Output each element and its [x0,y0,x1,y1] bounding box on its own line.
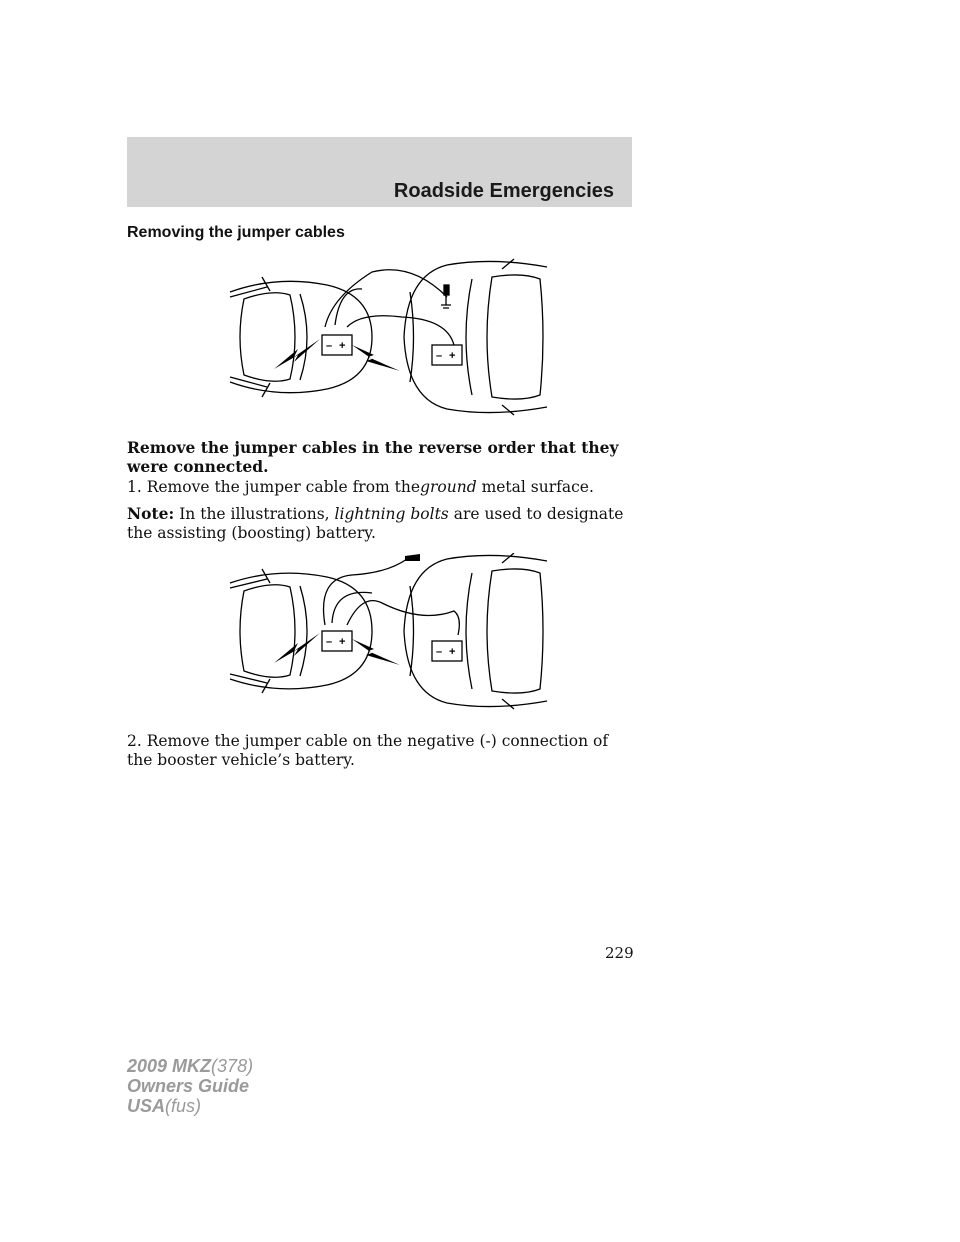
header-band [127,137,632,207]
note-label: Note: [127,504,175,523]
lightning-bolt-icon [352,345,400,371]
footer-model: 2009 MKZ [127,1056,212,1076]
battery-negative-label: – [326,636,333,648]
note-text-after: are used to designate the assisting (boosting) battery. [127,505,624,542]
disabled-car-outline [404,261,547,412]
battery-positive-label: + [449,646,456,658]
section-title: Roadside Emergencies [393,180,614,202]
footer-market: USA [127,1096,166,1116]
ground-clamp-icon [405,554,420,561]
step-1 [127,478,637,497]
battery-positive-label: + [339,340,346,352]
battery-positive-label: + [449,350,456,362]
step-1-text: 1. Remove the jumper cable from the [127,478,421,496]
footer-market-code: (fus) [165,1096,202,1116]
jumper-cable-illustration-1 [222,257,552,417]
lightning-bolt-icon [274,633,320,663]
footer-guide: Owners Guide [127,1076,250,1096]
lightning-bolt-icon [352,639,400,665]
note-emphasis: lightning bolts [334,505,449,523]
step-1-suffix: metal surface. [481,478,594,496]
step-1-emphasis: ground [420,478,477,496]
disabled-car-outline [404,555,547,706]
note-text-before: In the illustrations, [179,505,330,523]
battery-negative-label: – [326,340,333,352]
subheading: Removing the jumper cables [127,224,345,241]
step-2: 2. Remove the jumper cable on the negative (-) connection of the booster vehicle’s battery. [127,732,609,769]
battery-negative-label: – [436,646,443,658]
lightning-bolt-icon [274,339,320,369]
footer [127,1056,253,1116]
ground-clamp-icon [441,285,451,308]
battery-positive-label: + [339,636,346,648]
instruction-text: Remove the jumper cables in the reverse order that they were connected. [127,438,619,476]
jumper-cable-illustration-2 [222,553,552,713]
footer-model-code: (378) [211,1056,254,1076]
note [127,504,637,543]
page-number: 229 [605,944,634,962]
battery-negative-label: – [436,350,443,362]
